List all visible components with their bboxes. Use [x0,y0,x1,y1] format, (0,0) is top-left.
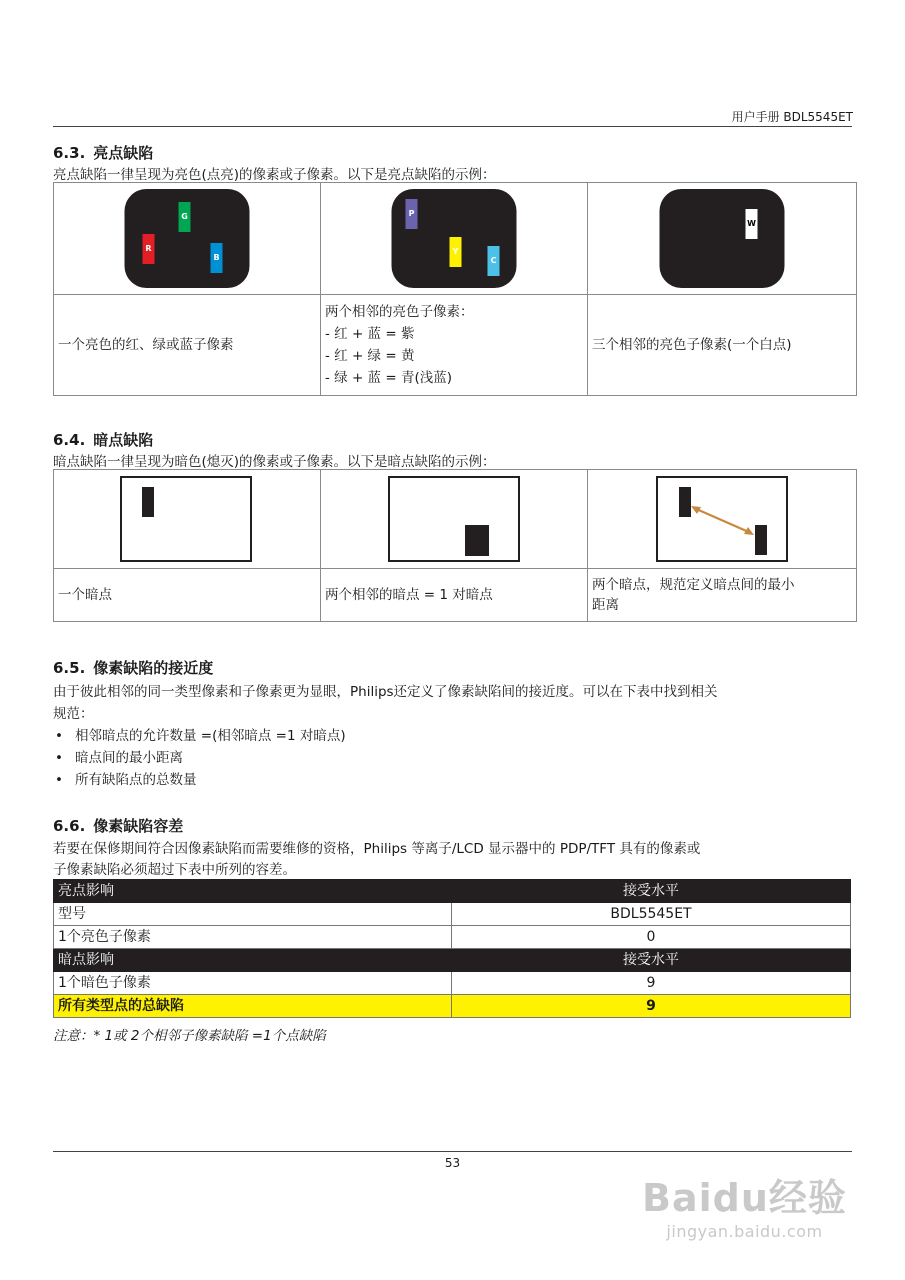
dark-impact-header: 暗点影响 [54,949,452,972]
bright-screen-rgb [125,189,250,288]
dark-example-single-desc: 一个暗点 [54,569,321,622]
section-heading: 像素缺陷的接近度 [93,659,214,677]
watermark-brand: Baidu经验 [642,1176,847,1220]
dark-subpixel-value: 9 [452,972,851,995]
section-heading: 亮点缺陷 [93,144,154,162]
yellow-subpixel: Y [450,237,462,267]
distance-desc-line-2: 距离 [592,597,619,613]
bright-subpixel-value: 0 [452,926,851,949]
bright-dot-examples-table [53,182,857,396]
pyc-desc-line-2: - 红 + 绿 = 黄 [325,348,415,364]
watermark-url: jingyan.baidu.com [666,1222,823,1241]
distance-arrow-icon [658,478,786,560]
header-divider [53,126,852,127]
total-defects-label: 所有类型点的总缺陷 [54,995,452,1018]
table-row [54,949,851,972]
cyan-subpixel: C [488,246,500,276]
table-row [54,880,851,903]
white-pixel: W [746,209,758,239]
acceptance-level-header: 接受水平 [452,880,851,903]
section-6-5-intro-line-1: 由于彼此相邻的同一类型像素和子像素更为显眼，Philips还定义了像素缺陷间的接近度。可以在下表中找到相关 [53,684,718,700]
red-subpixel: R [143,234,155,264]
bright-example-white-cell [588,183,857,295]
dark-dot-examples-table [53,469,857,622]
list-item: • 所有缺陷点的总数量 [53,769,346,791]
section-6-5-intro-line-2: 规范： [53,706,94,722]
baidu-watermark-logo [642,1150,847,1268]
section-6-6-title [53,815,183,836]
dark-screen-single [120,476,252,562]
blue-subpixel: B [211,243,223,273]
table-row [54,995,851,1018]
dark-screen-distance [656,476,788,562]
dark-example-pair-cell [321,470,588,569]
dark-subpixel-label: 1个暗色子像素 [54,972,452,995]
dark-pixel-pair [465,525,489,556]
section-heading: 暗点缺陷 [93,431,154,449]
bright-screen-pyc [392,189,517,288]
section-6-6-intro-line-2: 子像素缺陷必须超过下表中所列的容差。 [53,862,296,878]
section-number: 6.5. [53,659,86,677]
acceptance-level-header: 接受水平 [452,949,851,972]
bright-subpixel-label: 1个亮色子像素 [54,926,452,949]
section-6-6-intro-line-1: 若要在保修期间符合因像素缺陷而需要维修的资格，Philips 等离子/LCD 显示器中的 PDP/TFT 具有的像素或 [53,841,701,857]
bright-example-rgb-cell [54,183,321,295]
section-number: 6.3. [53,144,86,162]
pyc-desc-line-3: - 绿 + 蓝 = 青(浅蓝) [325,370,452,386]
bright-example-white-desc: 三个相邻的亮色子像素(一个白点) [588,295,857,396]
dark-example-pair-desc: 两个相邻的暗点 = 1 对暗点 [321,569,588,622]
proximity-bullet-list [53,725,346,791]
model-label: 型号 [54,903,452,926]
bright-example-pyc-cell [321,183,588,295]
bright-example-rgb-desc: 一个亮色的红、绿或蓝子像素 [54,295,321,396]
model-value: BDL5545ET [452,903,851,926]
section-6-5-title [53,657,213,678]
section-heading: 像素缺陷容差 [93,817,184,835]
section-6-3-title [53,142,153,163]
header-manual-title: 用户手册 BDL5545ET [731,110,853,124]
dark-pixel [142,487,154,517]
distance-desc-line-1: 两个暗点，规范定义暗点间的最小 [592,577,795,593]
section-number: 6.4. [53,431,86,449]
section-6-4-intro: 暗点缺陷一律呈现为暗色(熄灭)的像素或子像素。以下是暗点缺陷的示例： [53,454,496,470]
section-6-3-intro: 亮点缺陷一律呈现为亮色(点亮)的像素或子像素。以下是亮点缺陷的示例： [53,167,496,183]
dark-screen-pair [388,476,520,562]
green-subpixel: G [179,202,191,232]
list-item: • 暗点间的最小距离 [53,747,346,769]
purple-subpixel: P [406,199,418,229]
table-row [54,972,851,995]
bright-impact-header: 亮点影响 [54,880,452,903]
table-row [54,903,851,926]
dark-example-single-cell [54,470,321,569]
list-item: • 相邻暗点的允许数量 =(相邻暗点 =1 对暗点) [53,725,346,747]
pyc-desc-line-1: - 红 + 蓝 = 紫 [325,326,415,342]
table-note: 注意：* 1或 2个相邻子像素缺陷 =1个点缺陷 [53,1028,326,1044]
page-number: 53 [444,1156,461,1170]
bright-screen-white [660,189,785,288]
pyc-desc-title: 两个相邻的亮色子像素： [325,304,474,320]
dark-example-distance-desc [588,569,857,622]
section-number: 6.6. [53,817,86,835]
table-row [54,926,851,949]
dark-example-distance-cell [588,470,857,569]
bright-example-pyc-desc [321,295,588,396]
tolerance-table [53,879,851,1018]
section-6-4-title [53,429,153,450]
total-defects-value: 9 [452,995,851,1018]
